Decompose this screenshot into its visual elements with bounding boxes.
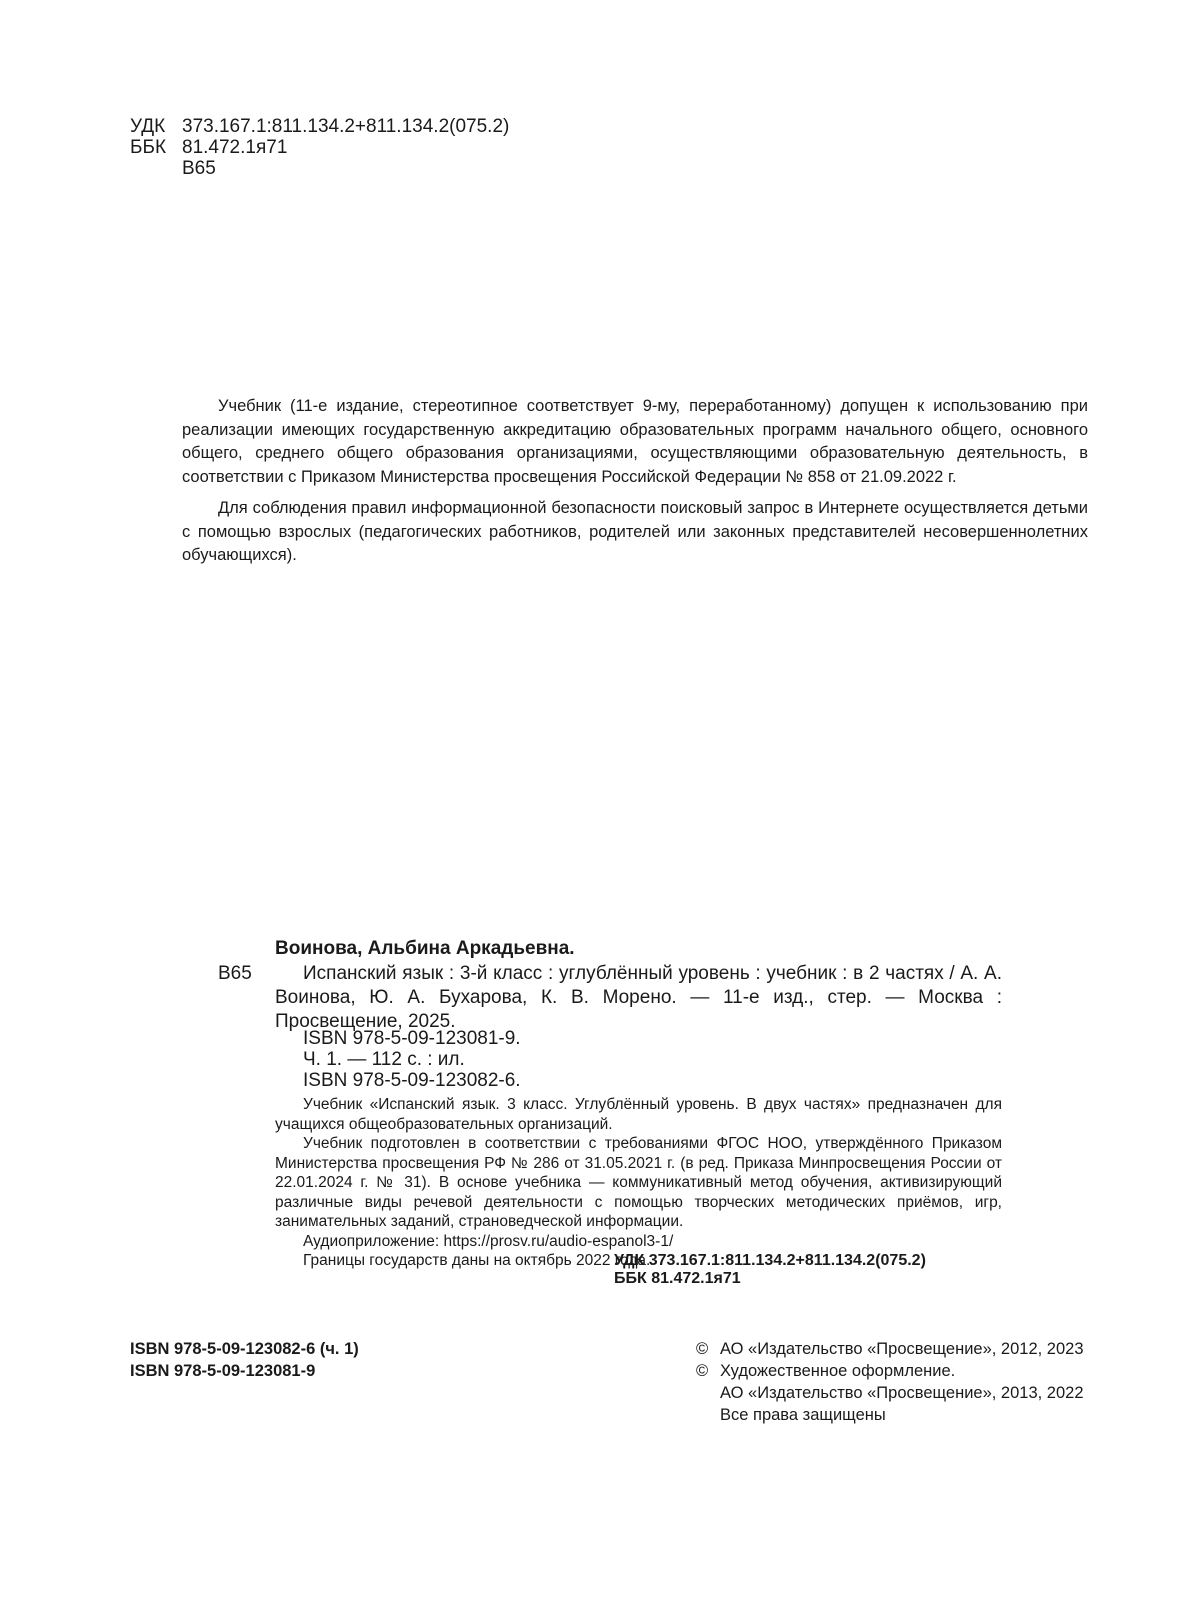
card-title-text: Испанский язык : 3-й класс : углублённый уровень : учебник : в 2 частях / А. А. Воинова, Ю. А. Бухарова, К. В. Морено. — 11-е изд., стер. — Москва : Просвещение, 2025.	[275, 963, 1002, 1032]
safety-text: Для соблюдения правил информационной безопасности поисковый запрос в Интернете осуществляется детьми с помощью взрослых (педагогических работников, родителей или законных представителей несовершеннолетних обучающихся).	[182, 499, 1088, 564]
author-mark: В65	[182, 158, 216, 179]
card-code: В65	[218, 963, 252, 984]
copyright-text-2: Художественное оформление.	[720, 1362, 956, 1380]
udk-value: 373.167.1:811.134.2+811.134.2(075.2)	[182, 116, 510, 137]
card-author: Воинова, Альбина Аркадьевна.	[275, 938, 575, 959]
card-isbn-set: ISBN 978-5-09-123081-9.	[303, 1028, 521, 1049]
rights-line	[0, 1404, 1200, 1426]
card-udk: УДК 373.167.1:811.134.2+811.134.2(075.2)	[614, 1252, 926, 1269]
safety-paragraph	[182, 497, 1088, 568]
card-title-block	[275, 962, 1002, 1034]
card-part: Ч. 1. — 112 с. : ил.	[303, 1049, 465, 1070]
bbk-value: 81.472.1я71	[182, 137, 288, 158]
annotation-borders: Границы государств даны на октябрь 2022 года.	[303, 1252, 651, 1269]
copyright-text-1: АО «Издательство «Просвещение», 2012, 2023	[720, 1340, 1084, 1358]
card-isbn-part: ISBN 978-5-09-123082-6.	[303, 1070, 521, 1091]
rights-text: Все права защищены	[720, 1406, 886, 1424]
card-annotation	[275, 1095, 1002, 1271]
approval-text: Учебник (11-е издание, стереотипное соответствует 9-му, переработанному) допущен к использованию при реализации имеющих государственную аккредитацию образовательных программ начального общего, основного общего, среднего общего образования организациями, осуществляющими образовательную деятельность, в соответствии с Приказом Министерства просвещения Российской Федерации № 858 от 21.09.2022 г.	[182, 397, 1088, 486]
copyright-icon: ©	[696, 1340, 709, 1358]
bbk-label: ББК	[130, 137, 167, 158]
copyright-line-2	[0, 1360, 1200, 1382]
annotation-audio: Аудиоприложение: https://prosv.ru/audio-espanol3-1/	[303, 1232, 674, 1250]
copyright-text-3: АО «Издательство «Просвещение», 2013, 2022	[720, 1384, 1084, 1402]
approval-paragraph	[182, 395, 1088, 489]
author-mark-line	[0, 156, 700, 181]
card-bbk: ББК 81.472.1я71	[614, 1270, 741, 1287]
copyright-line-3	[0, 1382, 1200, 1404]
copyright-line-1	[0, 1338, 1200, 1360]
udk-label: УДК	[130, 116, 166, 137]
footer-isbn-part: ISBN 978-5-09-123082-6 (ч. 1)	[130, 1340, 359, 1358]
annotation-purpose: Учебник «Испанский язык. 3 класс. Углублённый уровень. В двух частях» предназначен для учащихся общеобразовательных организаций.	[275, 1096, 1002, 1133]
copyright-icon: ©	[696, 1362, 709, 1380]
footer-isbn-set: ISBN 978-5-09-123081-9	[130, 1362, 316, 1380]
annotation-standard: Учебник подготовлен в соответствии с требованиями ФГОС НОО, утверждённого Приказом Министерства просвещения РФ № 286 от 31.05.2021 г. (в ред. Приказа Минпросвещения России от 22.01.2024 г. № 31). В основе учебника — коммуникативный метод обучения, активизирующий различные виды речевой деятельности с помощью творческих методических приёмов, игр, занимательных заданий, страноведческой информации.	[275, 1135, 1002, 1230]
